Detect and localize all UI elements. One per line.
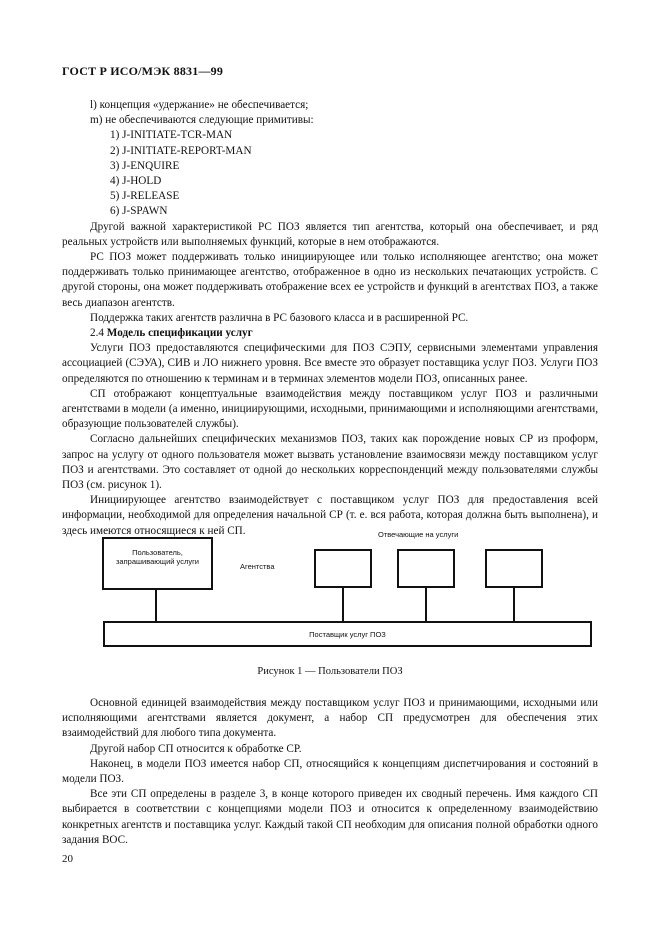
section-number: 2.4: [90, 326, 104, 339]
paragraph: Другой важной характеристикой РС ПОЗ является тип агентства, который она обеспечивает, и ряд реальных устройств или выполняемых функций, которые в нем отображаются.: [62, 220, 598, 248]
responder-box-2: [398, 550, 454, 587]
paragraph: Согласно дальнейших специфических механизмов ПОЗ, таких как порождение новых СР из проформ, запрос на услугу от одного пользователя может вызвать установление взаимосвязи между поставщиком услуг ПОЗ и агентствами. Это составляет от одной до нескольких корреспонденций между пользователями службы ПОЗ (см. рисунок 1).: [62, 433, 598, 491]
figure-1-diagram: [62, 518, 598, 658]
paragraph: Наконец, в модели ПОЗ имеется набор СП, относящийся к концепциям диспетчирования и состояний в модели ПОЗ.: [62, 757, 598, 786]
responders-label: Отвечающие на услуги: [378, 530, 459, 539]
agency-label: Агентства: [240, 562, 275, 571]
page-number: 20: [62, 853, 73, 865]
primitive-item: 5) J-RELEASE: [110, 190, 180, 203]
primitive-item: 2) J-INITIATE-REPORT-MAN: [110, 144, 252, 157]
figure-caption: Рисунок 1 — Пользователи ПОЗ: [257, 666, 403, 677]
paragraph: Инициирующее агентство взаимодействует с поставщиком услуг ПОЗ для предоставления всей информации, необходимой для определения начальной СР (т. е. вся работа, которая должна быть выполнена), и здесь имеются относящиеся к ней СП.: [62, 494, 598, 537]
paragraph: СП отображают концептуальные взаимодействия между поставщиком услуг ПОЗ и различными агентствами в модели (а именно, инициирующими, исходными, принимающими и исполняющими агентствами, образующие пользователей службы).: [62, 387, 598, 431]
paragraph: Основной единицей взаимодействия между поставщиком услуг ПОЗ и принимающими, исходными или исполняющими агентствами является документ, а набор СП предусмотрен для обеспечения этих взаимодействий для любого типа документа.: [62, 697, 598, 740]
paragraph: РС ПОЗ может поддерживать только инициирующее или только исполняющее агентство; она может поддерживать только принимающее агентство, отображенное в одно из нескольких печатающих устройств. С другой стороны, она может поддерживать отображение всех ее устройств и функций в агентствах ПОЗ, а также весь диапазон агентств.: [62, 250, 598, 309]
provider-label: Поставщик услуг ПОЗ: [309, 630, 386, 639]
body-text-top: [62, 98, 598, 539]
paragraph: Другой набор СП относится к обработке СР.: [90, 742, 302, 755]
responder-box-1: [315, 550, 371, 587]
primitive-item: 6) J-SPAWN: [110, 205, 168, 218]
standard-header: ГОСТ Р ИСО/МЭК 8831—99: [62, 64, 224, 78]
responder-box-3: [486, 550, 542, 587]
paragraph: Услуги ПОЗ предоставляются специфическими для ПОЗ СЭПУ, сервисными элементами управления ассоциацией (СЭУА), СИВ и ЛО нижнего уровня. Все вместе это образует поставщика услуг ПОЗ. Услуги ПОЗ определяются по отношению к терминам и в терминах элементов модели ПОЗ, описанных ранее.: [62, 342, 598, 385]
paragraph: Поддержка таких агентств различна в РС базового класса и в расширенной РС.: [90, 311, 469, 324]
primitive-item: 3) J-ENQUIRE: [110, 159, 180, 172]
primitive-item: 1) J-INITIATE-TCR-MAN: [110, 129, 233, 142]
primitive-item: 4) J-HOLD: [110, 174, 162, 187]
user-box-label: Пользователь, запрашивающий услуги: [115, 548, 200, 566]
body-text-bottom: [62, 696, 598, 848]
list-item-m: m) не обеспечиваются следующие примитивы:: [90, 114, 314, 127]
paragraph: Все эти СП определены в разделе 3, в конце которого приведен их сводный перечень. Имя каждого СП выбирается в соответствии с концепциями модели ПОЗ и относится к определенному взаимодействию конкретных агентств и поставщика услуг. Каждый такой СП необходим для описания полной обработки одного задания ВОС.: [62, 788, 598, 846]
section-heading: [62, 326, 598, 341]
section-title: Модель спецификации услуг: [106, 326, 253, 339]
list-item-l: l) концепция «удержание» не обеспечивается;: [90, 99, 309, 111]
